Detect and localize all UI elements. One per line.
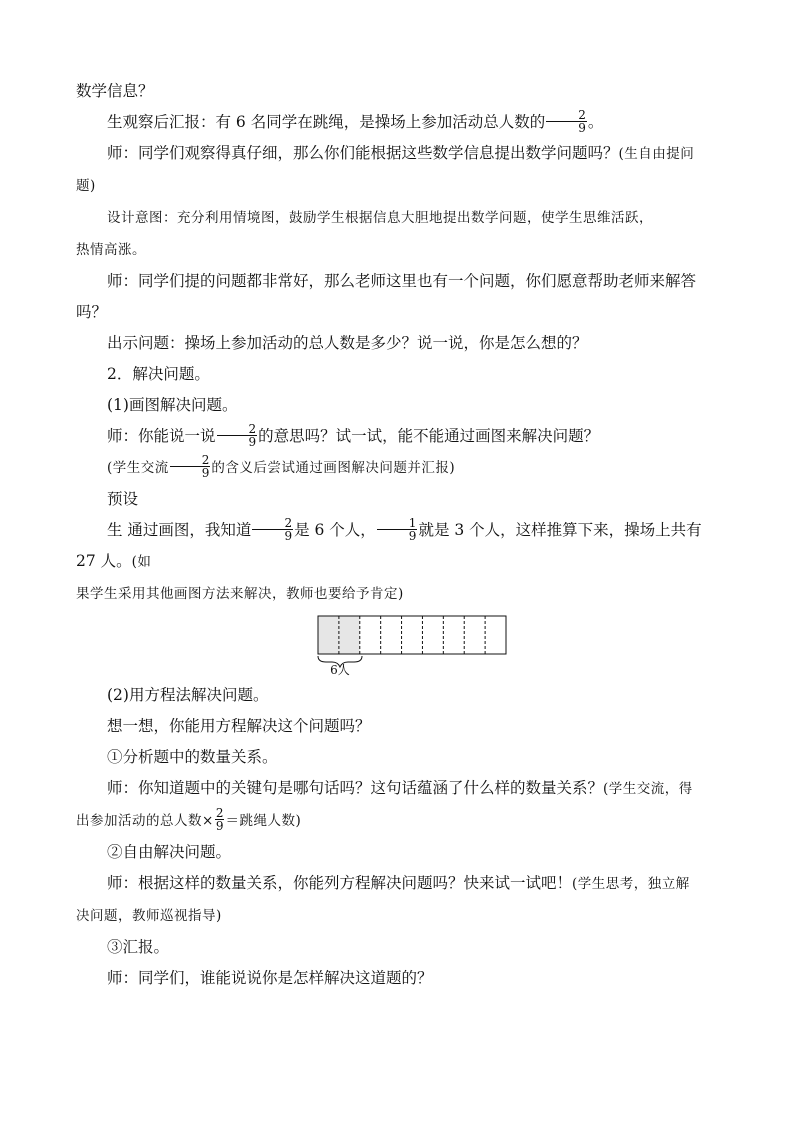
bar-cell: [422, 616, 443, 654]
bar-cell: [402, 616, 423, 654]
text: ③汇报。: [107, 938, 170, 956]
text-line: [76, 578, 720, 610]
text: 2．解决问题。: [107, 365, 210, 383]
text: (1)画图解决问题。: [107, 396, 238, 414]
text-line: [76, 868, 720, 900]
fraction-two-ninths: [252, 517, 293, 542]
text-line: [76, 837, 720, 868]
brace-label: 6人: [330, 663, 350, 676]
note-text: (学生思考，独立解: [572, 876, 690, 892]
fraction-one-ninth: [377, 517, 418, 542]
numerator: 2: [252, 517, 293, 530]
text: 数学信息？: [76, 82, 154, 100]
text: 师：同学们提的问题都非常好，那么老师这里也有一个问题，你们愿意帮助老师来解答: [107, 272, 697, 290]
bar-diagram-svg: [316, 614, 508, 676]
text-line: [76, 484, 720, 515]
text-line: [76, 900, 720, 932]
text: 师：同学们观察得真仔细，那么你们能根据这些数学信息提出数学问题吗？: [107, 144, 619, 162]
numerator: 1: [377, 517, 418, 530]
note-text: 决问题，教师巡视指导): [76, 908, 222, 924]
document-page: [76, 76, 720, 994]
text: 想一想，你能用方程解决这个问题吗？: [107, 717, 371, 735]
design-intent-text: 设计意图：充分利用情境图，鼓励学生根据信息大胆地提出数学问题，使学生思维活跃，: [107, 210, 653, 226]
text: 。: [587, 113, 604, 131]
numerator: 2: [217, 423, 258, 436]
bar-cell: [443, 616, 464, 654]
text: 师：你能说一说: [107, 427, 216, 445]
subsection-heading: [76, 390, 720, 421]
text: (2)用方程法解决问题。: [107, 686, 269, 704]
bar-cell: [360, 616, 381, 654]
note-text: (如: [131, 554, 152, 570]
bar-cell: [464, 616, 485, 654]
note-text: 题): [76, 178, 96, 194]
fraction-two-ninths: [170, 454, 211, 479]
fraction-two-ninths: [215, 807, 225, 832]
text-line: [76, 328, 720, 359]
text-line: [76, 963, 720, 994]
text: 出示问题：操场上参加活动的总人数是多少？说一说，你是怎么想的？: [107, 334, 588, 352]
text-line: [76, 421, 720, 452]
denominator: 9: [408, 528, 417, 543]
fraction-two-ninths: [217, 423, 258, 448]
text-line: [76, 452, 720, 484]
text-line: [76, 932, 720, 963]
numerator: 2: [546, 109, 587, 122]
note-text: 出参加活动的总人数×: [76, 813, 214, 829]
bar-cell: [381, 616, 402, 654]
bar-cell-shaded: [339, 616, 360, 654]
note-text: (学生交流，得: [603, 781, 693, 797]
bar-cell: [485, 616, 506, 654]
text-line: [76, 266, 720, 297]
design-intent-text: 热情高涨。: [76, 242, 146, 258]
text-line: [76, 170, 720, 202]
text-line: [76, 742, 720, 773]
text-line: [76, 805, 720, 837]
text: 生 通过画图，我知道: [107, 521, 252, 539]
note-text: (学生交流: [107, 460, 169, 476]
text-line: [76, 711, 720, 742]
text-line: [76, 297, 720, 328]
text: 师：根据这样的数量关系，你能列方程解决问题吗？快来试一试吧！: [107, 874, 573, 892]
text: 的意思吗？试一试，能不能通过画图来解决问题？: [258, 427, 600, 445]
note-text: ＝跳绳人数): [225, 813, 302, 829]
text: 生观察后汇报：有 6 名同学在跳绳，是操场上参加活动总人数的: [107, 113, 546, 131]
subsection-heading: [76, 680, 720, 711]
bar-diagram: [76, 614, 720, 676]
denominator: 9: [284, 528, 293, 543]
text: 师：你知道题中的关键句是哪句话吗？这句话蕴涵了什么样的数量关系？: [107, 779, 604, 797]
text-line: [76, 76, 720, 107]
note-text: (生自由提问: [618, 146, 695, 162]
denominator: 9: [248, 434, 257, 449]
section-heading: [76, 359, 720, 390]
note-text: 果学生采用其他画图方法来解决，教师也要给予肯定): [76, 586, 404, 602]
text-line: [76, 515, 720, 578]
bar-cell-shaded: [318, 616, 339, 654]
fraction-two-ninths: [546, 109, 587, 134]
text-line: [76, 107, 720, 138]
denominator: 9: [201, 465, 210, 480]
text-line: [76, 202, 720, 234]
note-text: 的含义后尝试通过画图解决问题并汇报): [211, 460, 456, 476]
text: 就是 3 个人，这样推算下来，操场上共有 27 人。: [76, 521, 702, 570]
denominator: 9: [578, 120, 586, 135]
denominator: 9: [215, 818, 224, 833]
text: 吗？: [76, 303, 108, 321]
numerator: 2: [170, 454, 211, 467]
text-line: [76, 234, 720, 266]
text: ①分析题中的数量关系。: [107, 748, 278, 766]
numerator: 2: [215, 805, 224, 820]
text-line: [76, 138, 720, 170]
text: ②自由解决问题。: [107, 843, 232, 861]
text-line: [76, 773, 720, 805]
text: 师：同学们，谁能说说你是怎样解决这道题的？: [107, 969, 433, 987]
text: 预设: [107, 490, 139, 508]
text: 是 6 个人，: [294, 521, 376, 539]
